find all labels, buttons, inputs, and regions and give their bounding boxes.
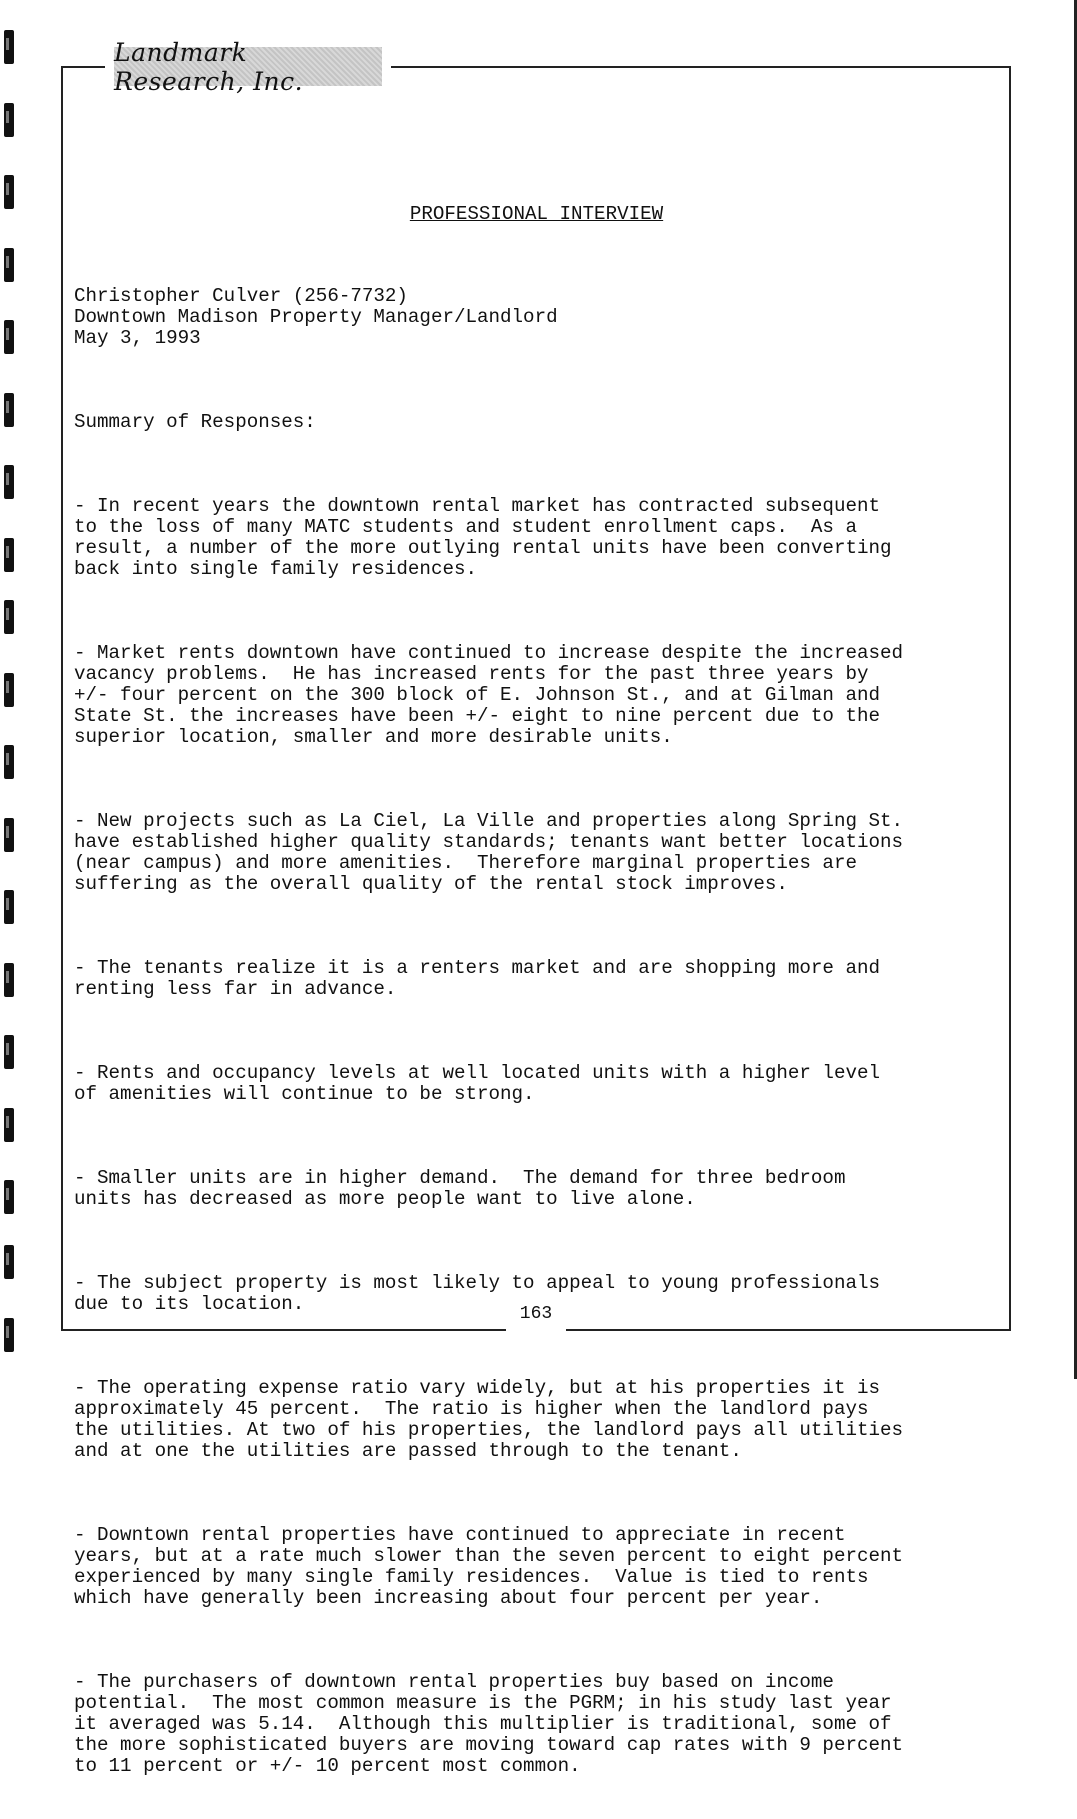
page-number: 163 — [519, 1304, 553, 1324]
binding-hole — [4, 745, 14, 779]
response-paragraph: - The operating expense ratio vary widely, but at his properties it is approximately 45 percent. The ratio is higher when the landlord pays the utilities. At two of his properties, the landlord pays all utilities and at one the utilities are passed through to the tenant. — [74, 1377, 904, 1462]
response-paragraph: - The subject property is most likely to appeal to young professionals due to its location. — [74, 1272, 881, 1315]
binding-hole — [4, 393, 14, 427]
binding-hole — [4, 600, 14, 634]
response-paragraph: - The purchasers of downtown rental properties buy based on income potential. The most common measure is the PGRM; in his study last year it averaged was 5.14. Although this multiplier is traditional, some of the more sophisticated buyers are moving toward cap rates with 9 percent to 11 percent or +/- 10 percent most common. — [74, 1671, 904, 1777]
page-title: PROFESSIONAL INTERVIEW — [409, 203, 664, 225]
binding-hole — [4, 1035, 14, 1069]
binding-hole — [4, 890, 14, 924]
binding-holes — [0, 0, 20, 1379]
response-paragraph: - In recent years the downtown rental market has contracted subsequent to the loss of many MATC students and student enrollment caps. As a result, a number of the more outlying rental units have been converting back into single family residences. — [74, 495, 892, 580]
binding-hole — [4, 465, 14, 499]
binding-hole — [4, 1108, 14, 1142]
binding-hole — [4, 175, 14, 209]
page-number-gap — [506, 1322, 566, 1336]
binding-hole — [4, 103, 14, 137]
binding-hole — [4, 818, 14, 852]
binding-hole — [4, 320, 14, 354]
binding-hole — [4, 673, 14, 707]
binding-hole — [4, 30, 14, 64]
summary-label: Summary of Responses: — [74, 411, 316, 433]
response-paragraph: - Downtown rental properties have continued to appreciate in recent years, but at a rate much slower than the seven percent to eight percent experienced by many single family residences. Value is tied to rents which have generally been increasing about four percent per year. — [74, 1524, 904, 1609]
binding-hole — [4, 538, 14, 572]
binding-hole — [4, 1245, 14, 1279]
interview-contact: Christopher Culver (256-7732) Downtown Madison Property Manager/Landlord May 3, 1993 — [74, 285, 558, 349]
binding-hole — [4, 963, 14, 997]
response-paragraph: - Smaller units are in higher demand. The demand for three bedroom units has decreased as more people want to live alone. — [74, 1167, 846, 1210]
response-paragraph: - The tenants realize it is a renters market and are shopping more and renting less far in advance. — [74, 957, 881, 1000]
binding-hole — [4, 248, 14, 282]
binding-hole — [4, 1180, 14, 1214]
response-paragraph: - Rents and occupancy levels at well located units with a higher level of amenities will continue to be strong. — [74, 1062, 881, 1105]
document-body — [74, 162, 999, 1819]
logo-text: Landmark Research, Inc. — [114, 37, 304, 96]
company-logo — [114, 37, 382, 96]
response-paragraph: - New projects such as La Ciel, La Ville and properties along Spring St. have established higher quality standards; tenants want better locations (near campus) and more amenities. Therefore marginal properties are suffering as the overall quality of the rental stock improves. — [74, 810, 904, 895]
binding-hole — [4, 1318, 14, 1352]
response-paragraph: - Market rents downtown have continued to increase despite the increased vacancy problems. He has increased rents for the past three years by +/- four percent on the 300 block of E. Johnson St., and at Gilman and State St. the increases have been +/- eight to nine percent due to the superior location, smaller and more desirable units. — [74, 642, 904, 748]
